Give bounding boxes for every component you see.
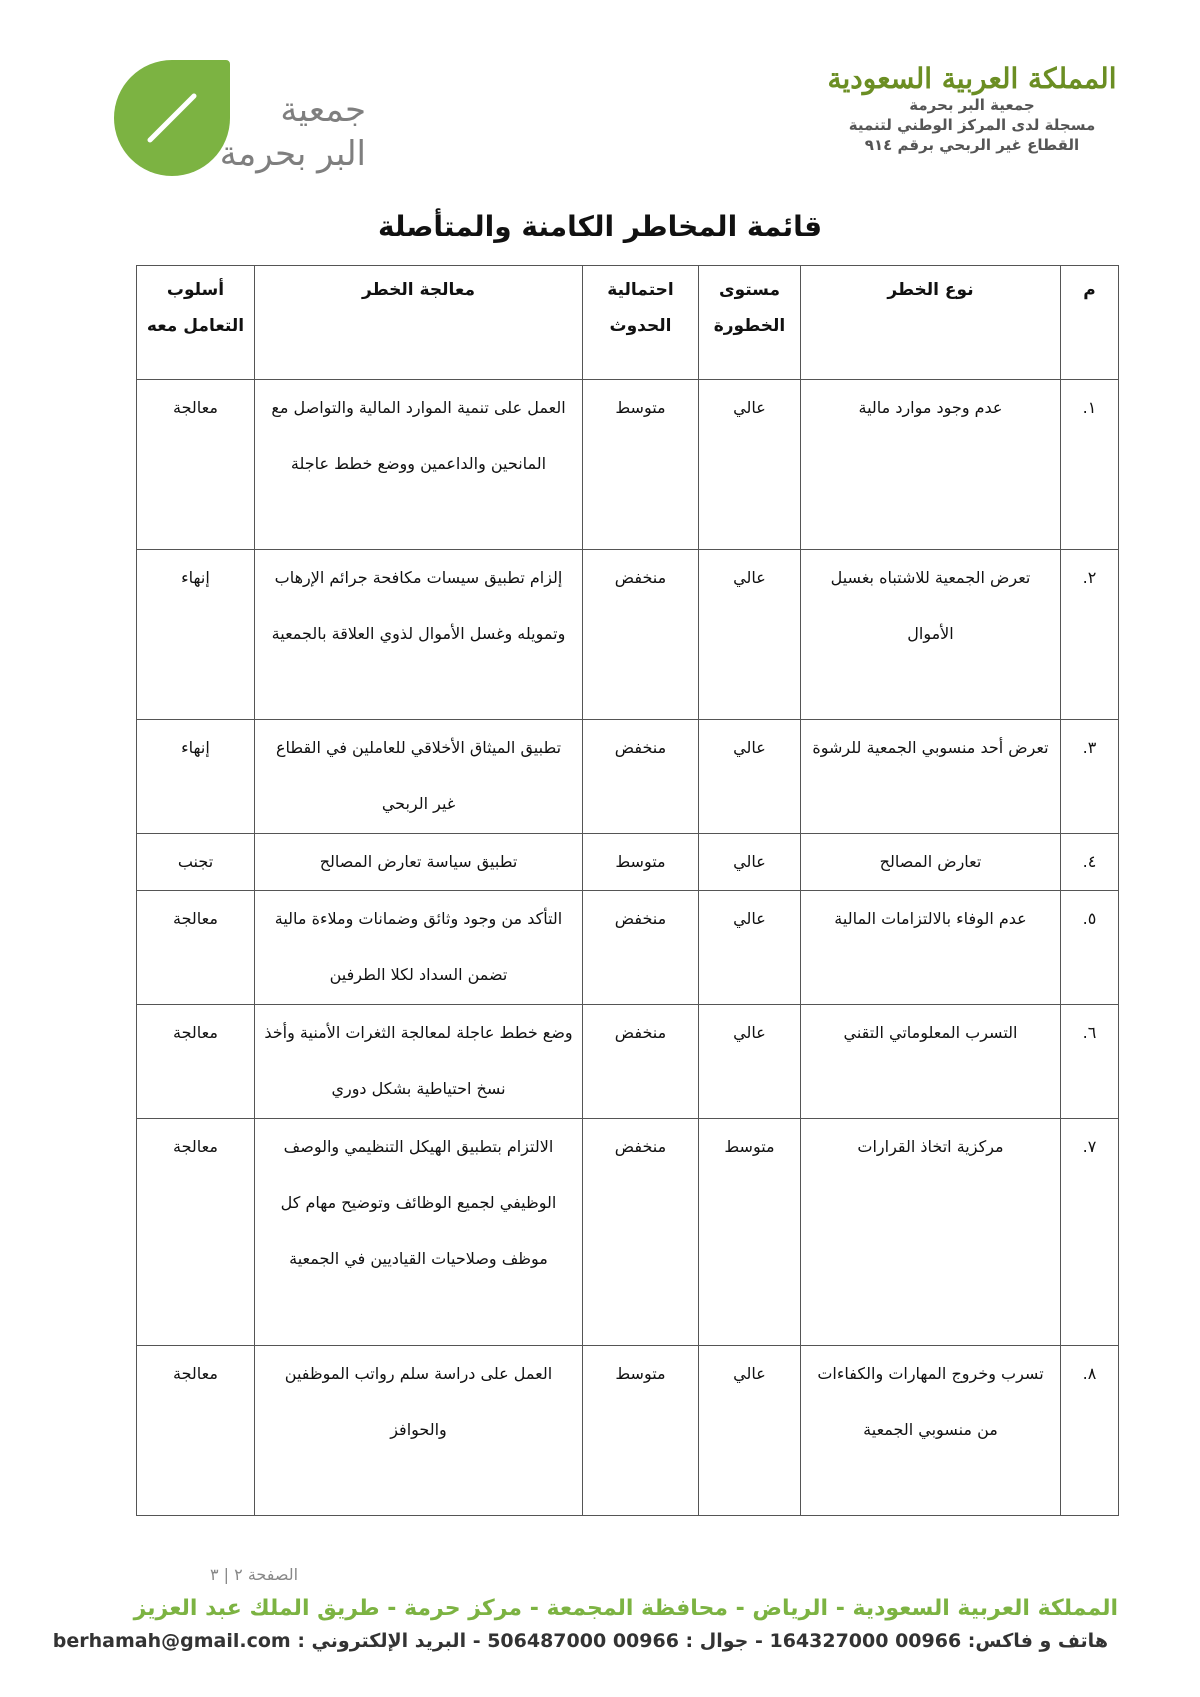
table-row xyxy=(137,550,1119,720)
method-cell: تجنب xyxy=(137,834,255,891)
row-num: ٨. xyxy=(1061,1346,1119,1516)
treatment-cell: وضع خطط عاجلة لمعالجة الثغرات الأمنية وأخذ نسخ احتياطية بشكل دوري xyxy=(255,1005,583,1119)
probability-cell: منخفض xyxy=(583,1005,699,1119)
risk-type-cell: تعرض أحد منسوبي الجمعية للرشوة xyxy=(801,720,1061,834)
treatment-cell: الالتزام بتطبيق الهيكل التنظيمي والوصف الوظيفي لجميع الوظائف وتوضيح مهام كل موظف وصلاحيات القياديين في الجمعية xyxy=(255,1119,583,1346)
risk-type-cell: تعرض الجمعية للاشتباه بغسيل الأموال xyxy=(801,550,1061,720)
treatment-cell: العمل على دراسة سلم رواتب الموظفين والحوافز xyxy=(255,1346,583,1516)
header-num: م xyxy=(1061,266,1119,380)
risk-type-cell: عدم وجود موارد مالية xyxy=(801,380,1061,550)
logo-line2: البر بحرمة xyxy=(219,134,366,174)
kingdom-title: المملكة العربية السعودية xyxy=(827,62,1117,95)
table-row xyxy=(137,380,1119,550)
table-row xyxy=(137,1346,1119,1516)
risk-type-cell: عدم الوفاء بالالتزامات المالية xyxy=(801,891,1061,1005)
row-num: ٤. xyxy=(1061,834,1119,891)
header-severity: مستوى الخطورة xyxy=(699,266,801,380)
risk-type-cell: تعارض المصالح xyxy=(801,834,1061,891)
severity-cell: عالي xyxy=(699,380,801,550)
severity-cell: عالي xyxy=(699,1005,801,1119)
probability-cell: منخفض xyxy=(583,720,699,834)
table-row xyxy=(137,834,1119,891)
method-cell: إنهاء xyxy=(137,550,255,720)
treatment-cell: العمل على تنمية الموارد المالية والتواصل مع المانحين والداعمين ووضع خطط عاجلة xyxy=(255,380,583,550)
method-cell: معالجة xyxy=(137,380,255,550)
row-num: ٢. xyxy=(1061,550,1119,720)
registration-line2: القطاع غير الربحي برقم ٩١٤ xyxy=(864,136,1080,154)
probability-cell: منخفض xyxy=(583,1119,699,1346)
severity-cell: متوسط xyxy=(699,1119,801,1346)
probability-cell: منخفض xyxy=(583,550,699,720)
row-num: ٣. xyxy=(1061,720,1119,834)
leaf-logo-icon xyxy=(114,60,230,176)
treatment-cell: إلزام تطبيق سيسات مكافحة جرائم الإرهاب وتمويله وغسل الأموال لذوي العلاقة بالجمعية xyxy=(255,550,583,720)
severity-cell: عالي xyxy=(699,1346,801,1516)
treatment-cell: التأكد من وجود وثائق وضمانات وملاءة مالية تضمن السداد لكلا الطرفين xyxy=(255,891,583,1005)
table-row xyxy=(137,1119,1119,1346)
probability-cell: متوسط xyxy=(583,834,699,891)
header-probability: احتمالية الحدوث xyxy=(583,266,699,380)
risk-type-cell: تسرب وخروج المهارات والكفاءات من منسوبي الجمعية xyxy=(801,1346,1061,1516)
probability-cell: منخفض xyxy=(583,891,699,1005)
header-risk-type: نوع الخطر xyxy=(801,266,1061,380)
severity-cell: عالي xyxy=(699,891,801,1005)
severity-cell: عالي xyxy=(699,834,801,891)
page-title: قائمة المخاطر الكامنة والمتأصلة xyxy=(377,210,823,243)
probability-cell: متوسط xyxy=(583,1346,699,1516)
header-method: أسلوب التعامل معه xyxy=(137,266,255,380)
row-num: ٥. xyxy=(1061,891,1119,1005)
org-name: جمعية البر بحرمة xyxy=(909,96,1035,114)
risk-type-cell: مركزية اتخاذ القرارات xyxy=(801,1119,1061,1346)
treatment-cell: تطبيق سياسة تعارض المصالح xyxy=(255,834,583,891)
kingdom-header xyxy=(822,62,1122,155)
risk-table xyxy=(136,265,1119,1516)
table-row xyxy=(137,891,1119,1005)
header-treatment: معالجة الخطر xyxy=(255,266,583,380)
table-header-row xyxy=(137,266,1119,380)
page-number: الصفحة ٢ | ٣ xyxy=(210,1565,299,1584)
table-row xyxy=(137,1005,1119,1119)
logo-line1: جمعية xyxy=(280,90,366,130)
logo-text xyxy=(220,88,366,176)
method-cell: إنهاء xyxy=(137,720,255,834)
footer-contact: هاتف و فاكس: 00966 164327000 - جوال : 00966 506487000 - البريد الإلكتروني : berhamah@gmail.com xyxy=(52,1630,1108,1652)
org-logo xyxy=(114,60,394,200)
treatment-cell: تطبيق الميثاق الأخلاقي للعاملين في القطاع غير الربحي xyxy=(255,720,583,834)
severity-cell: عالي xyxy=(699,720,801,834)
method-cell: معالجة xyxy=(137,1346,255,1516)
row-num: ٦. xyxy=(1061,1005,1119,1119)
row-num: ٧. xyxy=(1061,1119,1119,1346)
method-cell: معالجة xyxy=(137,1005,255,1119)
probability-cell: متوسط xyxy=(583,380,699,550)
method-cell: معالجة xyxy=(137,1119,255,1346)
risk-type-cell: التسرب المعلوماتي التقني xyxy=(801,1005,1061,1119)
registration-line1: مسجلة لدى المركز الوطني لتنمية xyxy=(848,116,1096,134)
severity-cell: عالي xyxy=(699,550,801,720)
row-num: ١. xyxy=(1061,380,1119,550)
table-row xyxy=(137,720,1119,834)
method-cell: معالجة xyxy=(137,891,255,1005)
footer-address: المملكة العربية السعودية - الرياض - محافظة المجمعة - مركز حرمة - طريق الملك عبد العزيز xyxy=(133,1596,1118,1621)
